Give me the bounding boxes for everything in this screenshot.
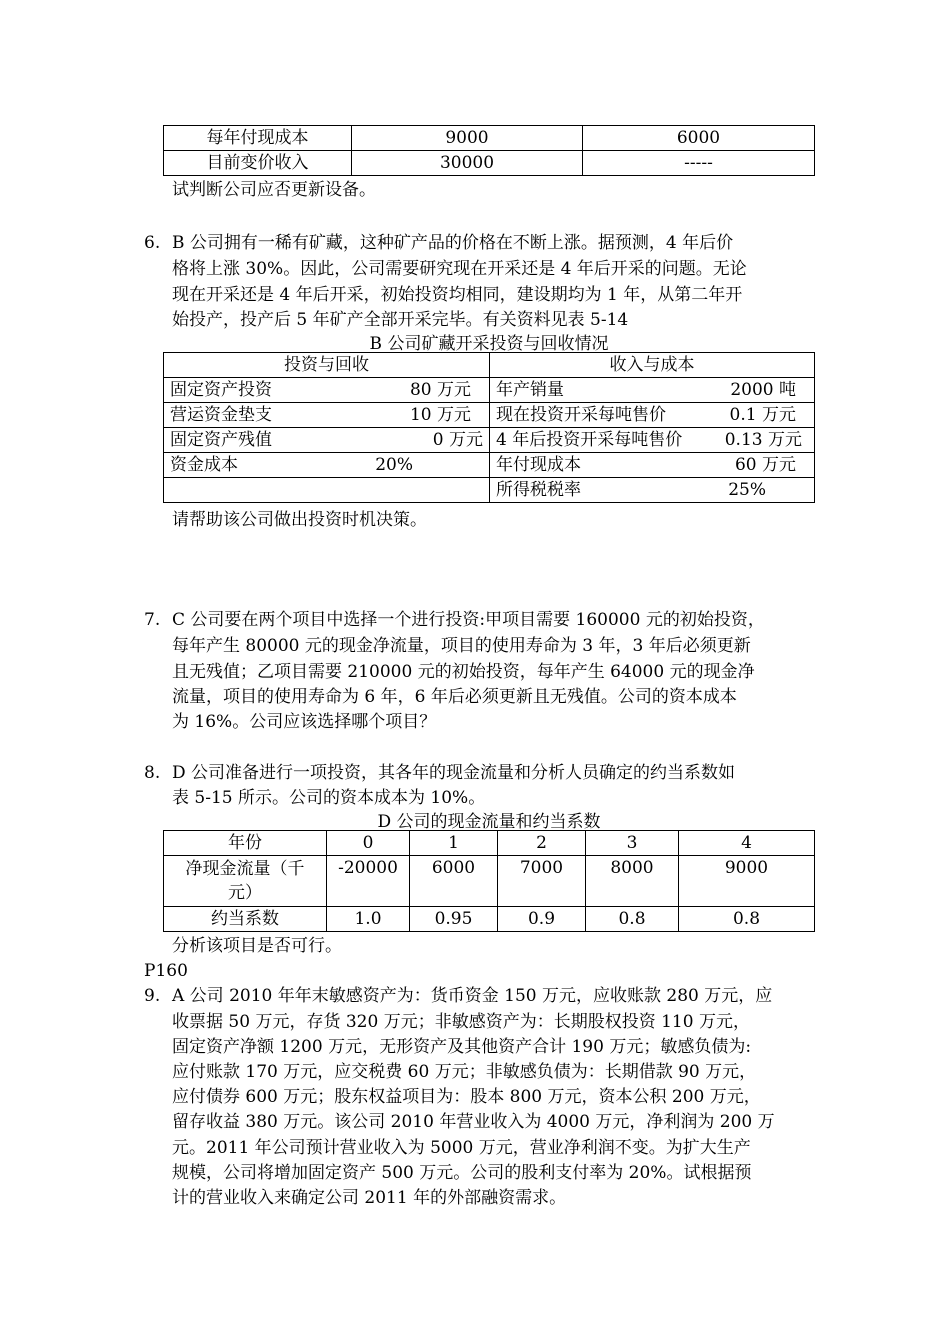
left-value: 0 万元 bbox=[432, 430, 483, 450]
old-value: 9000 bbox=[352, 126, 583, 151]
q8-tail: 分析该项目是否可行。 bbox=[172, 936, 342, 956]
right-value: 2000 吨 bbox=[730, 380, 796, 400]
right-label: 4 年后投资开采每吨售价 bbox=[496, 430, 683, 450]
q6-table-caption: B 公司矿藏开采投资与回收情况 bbox=[369, 334, 609, 354]
q9-line: 计的营业收入来确定公司 2011 年的外部融资需求。 bbox=[172, 1188, 567, 1208]
new-value: ----- bbox=[583, 151, 815, 176]
table-row bbox=[164, 403, 815, 428]
left-label: 固定资产投资 bbox=[170, 380, 272, 400]
q9-line: 固定资产净额 1200 万元，无形资产及其他资产合计 190 万元；敏感负债为: bbox=[172, 1037, 752, 1057]
q9-number: 9. bbox=[144, 986, 161, 1006]
table-row bbox=[164, 151, 815, 176]
year-cell: 2 bbox=[498, 831, 586, 856]
table-row bbox=[164, 478, 815, 503]
right-value: 0.1 万元 bbox=[729, 405, 796, 425]
right-label: 年付现成本 bbox=[496, 455, 581, 475]
row-label: 约当系数 bbox=[164, 907, 327, 932]
year-cell: 3 bbox=[586, 831, 679, 856]
row-label-line: 净现金流量（千 bbox=[185, 859, 305, 879]
old-value: 30000 bbox=[352, 151, 583, 176]
q8-line: 表 5-15 所示。公司的资本成本为 10%。 bbox=[172, 788, 486, 808]
q9-line: 元。2011 年公司预计营业收入为 5000 万元，营业净利润不变。为扩大生产 bbox=[172, 1138, 751, 1158]
q6-tail: 请帮助该公司做出投资时机决策。 bbox=[172, 510, 427, 530]
cashflow-table bbox=[163, 830, 815, 932]
left-label: 资金成本 bbox=[170, 455, 238, 475]
new-value: 6000 bbox=[583, 126, 815, 151]
right-value: 25% bbox=[728, 480, 766, 500]
right-label: 现在投资开采每吨售价 bbox=[496, 405, 666, 425]
coef-cell: 0.9 bbox=[498, 907, 586, 932]
row-label bbox=[164, 856, 327, 907]
row-label: 年份 bbox=[164, 831, 327, 856]
table-header-row bbox=[164, 353, 815, 378]
q7-line: 流量，项目的使用寿命为 6 年，6 年后必须更新且无残值。公司的资本成本 bbox=[172, 687, 737, 707]
row-label: 每年付现成本 bbox=[164, 126, 352, 151]
q9-line: 规模，公司将增加固定资产 500 万元。公司的股利支付率为 20%。试根据预 bbox=[172, 1163, 752, 1183]
table-row bbox=[164, 126, 815, 151]
page-reference: P160 bbox=[144, 961, 188, 981]
coef-cell: 1.0 bbox=[327, 907, 410, 932]
q5-tail: 试判断公司应否更新设备。 bbox=[172, 180, 376, 200]
right-label: 所得税税率 bbox=[496, 480, 581, 500]
left-value: 80 万元 bbox=[409, 380, 471, 400]
header-cell: 投资与回收 bbox=[164, 353, 490, 378]
cash-flow-cell: 9000 bbox=[679, 856, 815, 907]
q8-line: D 公司准备进行一项投资，其各年的现金流量和分析人员确定的约当系数如 bbox=[172, 763, 736, 783]
q7-line: 每年产生 80000 元的现金净流量，项目的使用寿命为 3 年，3 年后必须更新 bbox=[172, 636, 751, 656]
q6-number: 6. bbox=[144, 233, 161, 253]
q7-line: 且无残值；乙项目需要 210000 元的初始投资，每年产生 64000 元的现金净 bbox=[172, 662, 755, 682]
equipment-table bbox=[163, 125, 815, 176]
header-cell: 收入与成本 bbox=[490, 353, 815, 378]
cash-flow-cell: 8000 bbox=[586, 856, 679, 907]
q7-number: 7. bbox=[144, 610, 161, 630]
q9-line: 应付账款 170 万元，应交税费 60 万元；非敏感负债为：长期借款 90 万元， bbox=[172, 1062, 757, 1082]
q6-line: 始投产，投产后 5 年矿产全部开采完毕。有关资料见表 5-14 bbox=[172, 310, 629, 330]
q8-number: 8. bbox=[144, 763, 161, 783]
year-cell: 1 bbox=[410, 831, 498, 856]
coef-cell: 0.95 bbox=[410, 907, 498, 932]
q8-table-caption: D 公司的现金流量和约当系数 bbox=[377, 812, 601, 832]
q6-line: 格将上涨 30%。因此，公司需要研究现在开采还是 4 年后开采的问题。无论 bbox=[172, 259, 747, 279]
row-label-line: 元） bbox=[228, 883, 262, 903]
cash-flow-cell: 7000 bbox=[498, 856, 586, 907]
q9-line: 留存收益 380 万元。该公司 2010 年营业收入为 4000 万元，净利润为 200 万 bbox=[172, 1112, 775, 1132]
left-value: 10 万元 bbox=[409, 405, 471, 425]
table-row bbox=[164, 378, 815, 403]
q9-line: 收票据 50 万元，存货 320 万元；非敏感资产为：长期股权投资 110 万元， bbox=[172, 1012, 750, 1032]
row-label: 目前变价收入 bbox=[164, 151, 352, 176]
year-cell: 4 bbox=[679, 831, 815, 856]
year-cell: 0 bbox=[327, 831, 410, 856]
q9-line: A 公司 2010 年年末敏感资产为：货币资金 150 万元，应收账款 280 万元，应 bbox=[172, 986, 773, 1006]
left-value: 20% bbox=[375, 455, 413, 475]
cash-flow-cell: 6000 bbox=[410, 856, 498, 907]
right-value: 60 万元 bbox=[734, 455, 796, 475]
q6-line: 现在开采还是 4 年后开采，初始投资均相同，建设期均为 1 年，从第二年开 bbox=[172, 285, 743, 305]
left-label: 固定资产残值 bbox=[170, 430, 272, 450]
left-label: 营运资金垫支 bbox=[170, 405, 272, 425]
q6-line: B 公司拥有一稀有矿藏，这种矿产品的价格在不断上涨。据预测，4 年后价 bbox=[172, 233, 734, 253]
cash-flow-cell: -20000 bbox=[327, 856, 410, 907]
table-row bbox=[164, 907, 815, 932]
right-value: 0.13 万元 bbox=[724, 430, 802, 450]
q7-line: C 公司要在两个项目中选择一个进行投资:甲项目需要 160000 元的初始投资， bbox=[172, 610, 765, 630]
right-label: 年产销量 bbox=[496, 380, 564, 400]
table-row bbox=[164, 856, 815, 907]
q9-line: 应付债券 600 万元；股东权益项目为：股本 800 万元，资本公积 200 万元， bbox=[172, 1087, 761, 1107]
table-row bbox=[164, 453, 815, 478]
coef-cell: 0.8 bbox=[586, 907, 679, 932]
table-row bbox=[164, 428, 815, 453]
q7-line: 为 16%。公司应该选择哪个项目？ bbox=[172, 712, 437, 732]
mine-table bbox=[163, 352, 815, 503]
table-row bbox=[164, 831, 815, 856]
coef-cell: 0.8 bbox=[679, 907, 815, 932]
